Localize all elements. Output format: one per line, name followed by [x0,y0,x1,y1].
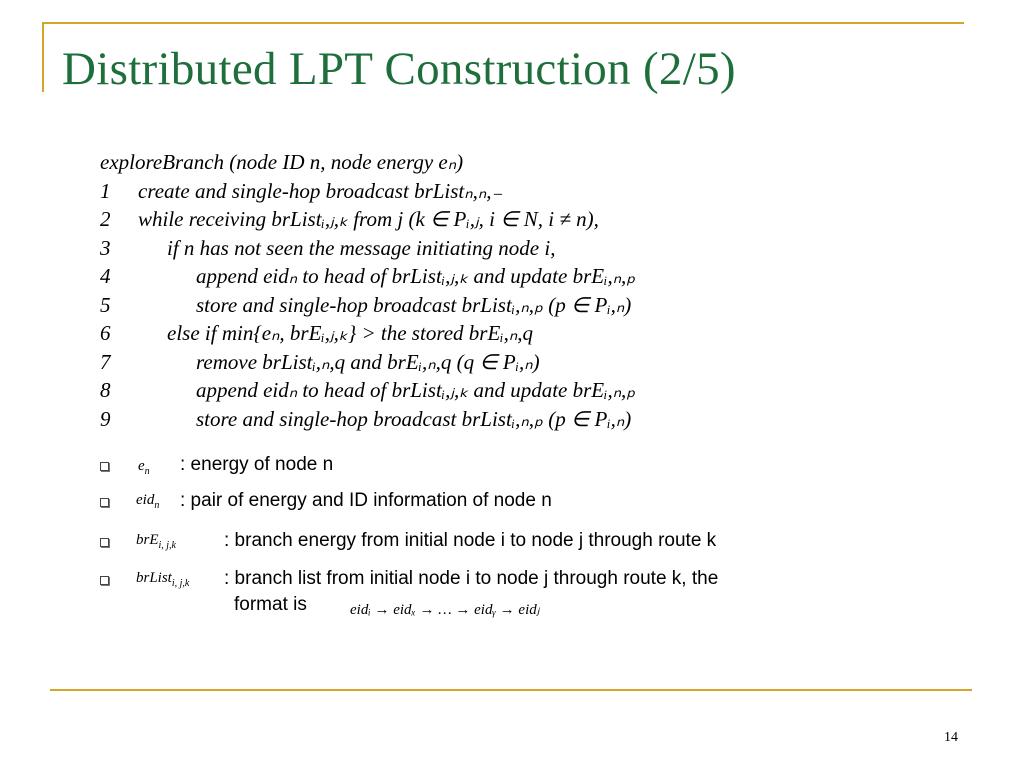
algorithm-line [100,234,635,263]
bullet-square-icon [100,462,109,471]
line-text: remove brListᵢ,ₙ,q and brEᵢ,ₙ,q (q ∈ Pᵢ,ₙ) [196,349,540,374]
bullet-square-icon [100,538,109,547]
algorithm-line [100,319,635,348]
definition-term: $e_n$ [138,458,150,477]
line-number: 1 [100,178,111,203]
line-text: store and single-hop broadcast brListᵢ,ₙ,ₚ (p ∈ Pᵢ,ₙ) [196,292,632,317]
bottom-rule [50,689,972,691]
top-rule [42,22,964,24]
definition-term: brE$_{i, j,k}$ [136,532,176,551]
line-text: if n has not seen the message initiating node i, [167,235,556,260]
definition-text: : pair of energy and ID information of node n [180,490,552,511]
bullet-square-icon [100,576,109,585]
algorithm-line [100,262,635,291]
definition-text-continued: format is [234,594,307,615]
definition-term: brList$_{i, j,k}$ [136,570,190,589]
slide-title: Distributed LPT Construction (2/5) [62,43,736,95]
definition-text: : branch list from initial node i to node j through route k, the [224,568,719,589]
line-number: 6 [100,321,111,345]
algorithm-block [100,148,635,433]
algorithm-header: exploreBranch (node ID n, node energy eₙ) [100,150,464,174]
line-text: append eidₙ to head of brListᵢ,ⱼ,ₖ and update brEᵢ,ₙ,ₚ [196,264,636,288]
line-text: create and single-hop broadcast brListₙ,ₙ,₋ [138,178,503,203]
line-number: 4 [100,264,111,288]
line-number: 9 [100,406,111,431]
algorithm-line [100,348,635,377]
line-number: 5 [100,292,111,317]
left-rule [42,22,44,92]
algorithm-line [100,177,635,206]
format-formula: eidᵢ → eidₓ → … → eidᵧ → eidⱼ [350,602,540,618]
line-number: 3 [100,235,111,260]
definition-text: : branch energy from initial node i to node j through route k [224,530,717,551]
bullet-square-icon [100,498,109,507]
algorithm-line [100,376,635,405]
algorithm-line [100,405,635,434]
line-number: 7 [100,349,111,374]
algorithm-line [100,291,635,320]
page-number: 14 [944,730,958,745]
definition-term: eid$_n$ [136,492,160,511]
line-text: append eidₙ to head of brListᵢ,ⱼ,ₖ and update brEᵢ,ₙ,ₚ [196,378,636,402]
algorithm-line [100,205,635,234]
line-number: 8 [100,378,111,402]
definition-text: : energy of node n [180,454,334,475]
line-number: 2 [100,207,111,231]
line-text: while receiving brListᵢ,ⱼ,ₖ from j (k ∈ Pᵢ,ⱼ, i ∈ N, i ≠ n), [138,207,599,231]
line-text: store and single-hop broadcast brListᵢ,ₙ,ₚ (p ∈ Pᵢ,ₙ) [196,406,632,431]
line-text: else if min{eₙ, brEᵢ,ⱼ,ₖ} > the stored brEᵢ,ₙ,q [167,321,533,345]
